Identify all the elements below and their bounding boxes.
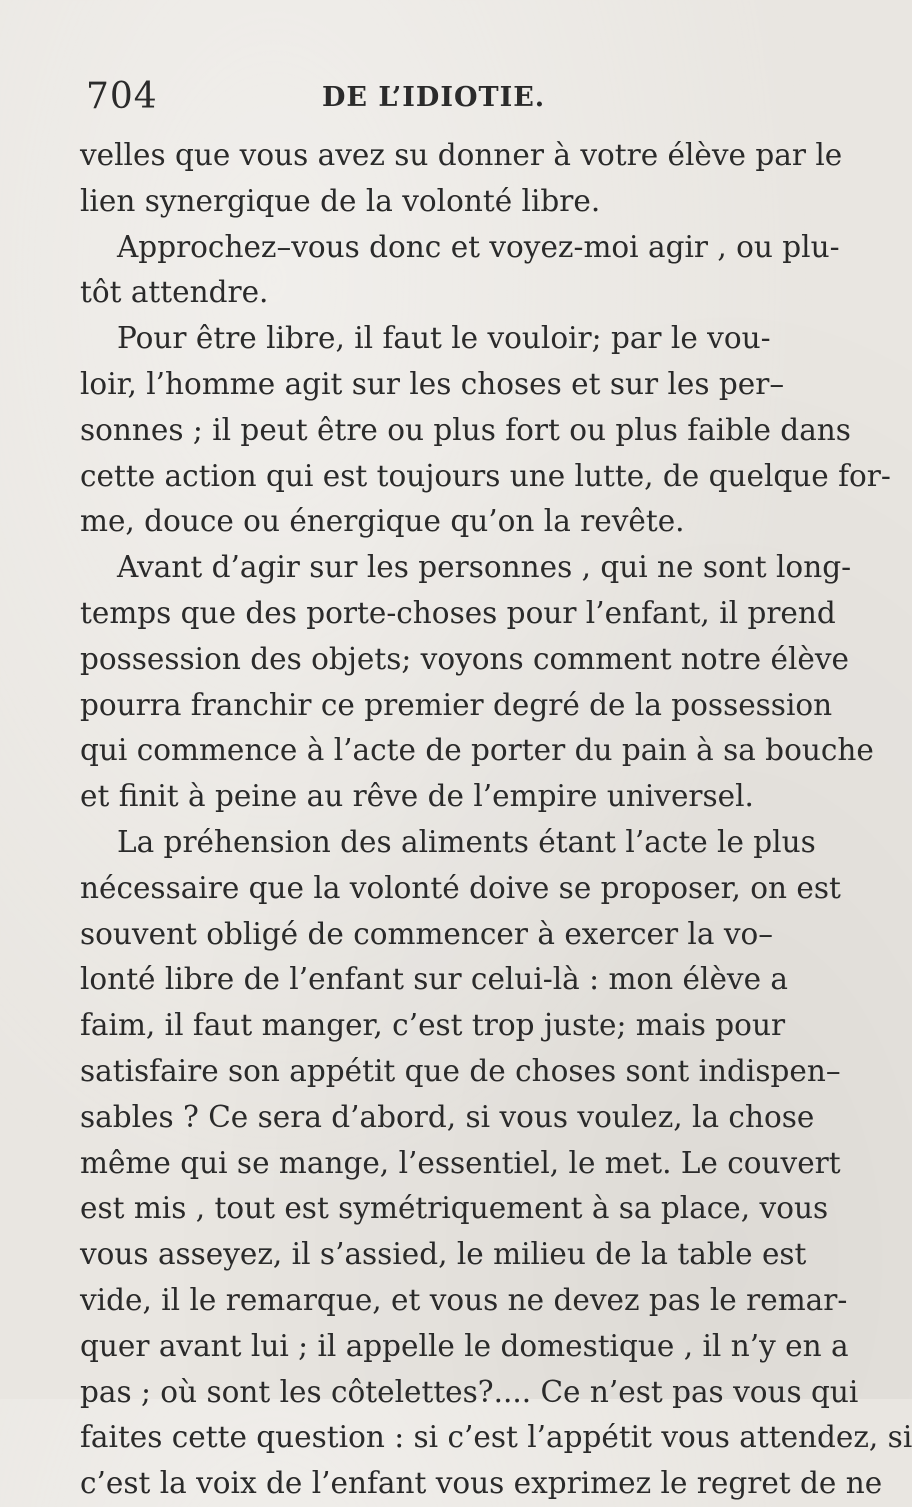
text-line: Approchez–vous donc et voyez-moi agir , ou plu- — [117, 229, 840, 264]
text-line: sables ? Ce sera d’abord, si vous voulez, la chose — [80, 1099, 815, 1134]
text-line: nécessaire que la volonté doive se proposer, on est — [80, 870, 841, 905]
text-line: La préhension des aliments étant l’acte le plus — [117, 824, 816, 859]
text-line: qui commence à l’acte de porter du pain à sa bouche — [80, 733, 874, 768]
text-line: faites cette question : si c’est l’appétit vous attendez, si — [80, 1420, 912, 1455]
text-line: vous asseyez, il s’assied, le milieu de la table est — [80, 1237, 807, 1272]
text-line: c’est la voix de l’enfant vous exprimez le regret de ne — [80, 1466, 883, 1501]
text-line: temps que des porte-choses pour l’enfant, il prend — [80, 595, 836, 630]
page-header — [86, 76, 726, 126]
text-line: sonnes ; il peut être ou plus fort ou plus faible dans — [80, 412, 851, 447]
page-number: 704 — [86, 76, 158, 117]
text-line: pas ; où sont les côtelettes?.... Ce n’est pas vous qui — [80, 1374, 859, 1409]
text-line: velles que vous avez su donner à votre élève par le — [80, 138, 843, 172]
text-line: Avant d’agir sur les personnes , qui ne sont long- — [117, 550, 852, 585]
text-line: loir, l’homme agit sur les choses et sur les per– — [80, 366, 785, 401]
text-line: satisfaire son appétit que de choses sont indispen– — [80, 1053, 841, 1088]
text-line: Pour être libre, il faut le vouloir; par le vou- — [117, 321, 771, 356]
text-line: souvent obligé de commencer à exercer la vo– — [80, 916, 774, 951]
text-line: quer avant lui ; il appelle le domestique , il n’y en a — [80, 1328, 849, 1363]
body-text — [80, 133, 912, 1507]
text-line: lien synergique de la volonté libre. — [80, 183, 601, 218]
text-line: cette action qui est toujours une lutte, de quelque for- — [80, 458, 891, 493]
text-line: tôt attendre. — [80, 275, 269, 310]
text-line: même qui se mange, l’essentiel, le met. Le couvert — [80, 1145, 841, 1180]
running-head: DE L’IDIOTIE. — [322, 82, 546, 113]
text-line: vide, il le remarque, et vous ne devez pas le remar- — [80, 1282, 848, 1317]
text-line: faim, il faut manger, c’est trop juste; mais pour — [80, 1008, 786, 1043]
text-line: lonté libre de l’enfant sur celui-là : mon élève a — [80, 962, 788, 997]
text-line: possession des objets; voyons comment notre élève — [80, 641, 849, 676]
text-line: me, douce ou énergique qu’on la revête. — [80, 504, 685, 539]
text-line: pourra franchir ce premier degré de la possession — [80, 687, 833, 722]
text-line: est mis , tout est symétriquement à sa place, vous — [80, 1191, 829, 1226]
text-line: et finit à peine au rêve de l’empire universel. — [80, 779, 754, 814]
